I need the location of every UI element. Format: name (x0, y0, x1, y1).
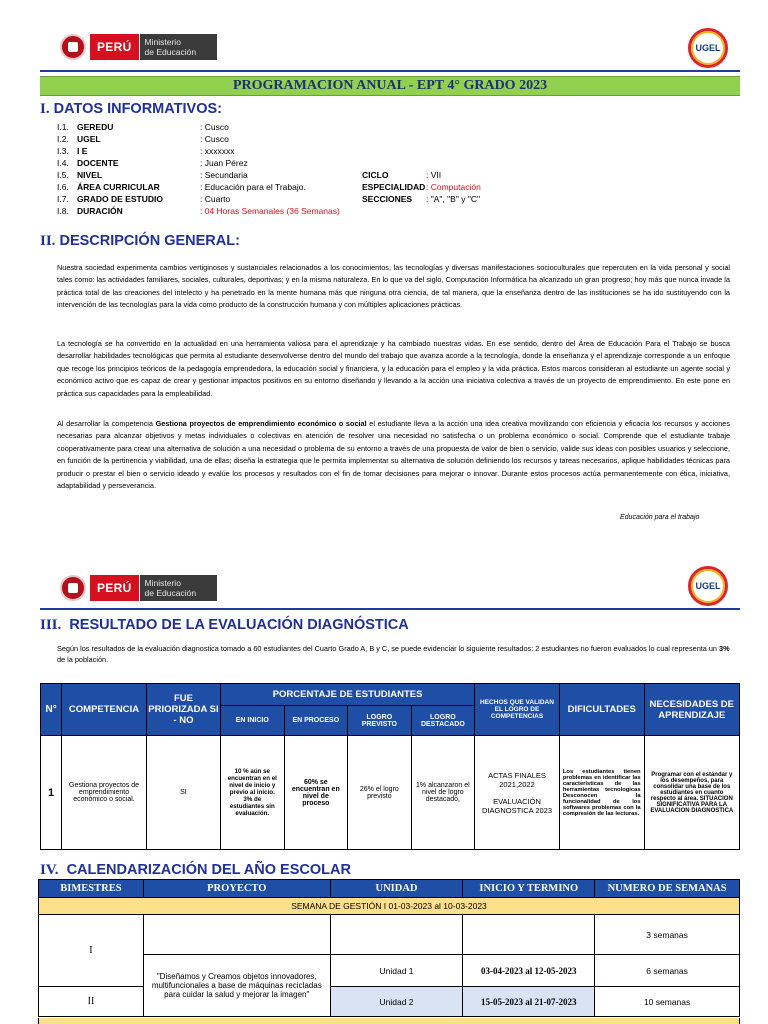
col-inicio-termino: INICIO Y TERMINO (463, 880, 595, 898)
ministry-label: Ministerio de Educación (139, 34, 217, 60)
section1-heading: I. DATOS INFORMATIVOS: (40, 101, 222, 117)
col-hechos: HECHOS QUE VALIDAN EL LOGRO DE COMPETENCIAS (475, 684, 560, 736)
peru-seal-icon (60, 34, 86, 60)
minedu-logo (60, 32, 217, 62)
col-fue-priorizada: FUE PRIORIZADA SI - NO (146, 684, 220, 736)
col-logro-destacado: LOGRO DESTACADO (411, 706, 475, 736)
page-title: PROGRAMACION ANUAL - EPT 4° GRADO 2023 (40, 76, 740, 96)
section2-heading: II. DESCRIPCIÓN GENERAL: (40, 233, 240, 249)
peru-label: PERÚ (90, 34, 139, 60)
next-gestion-strip (38, 1018, 740, 1024)
info-block: I.1. GEREDU : Cusco I.2. UGEL : Cusco I.3. I E : xxxxxxx I.4. DOCENTE : Juan Pérez I.5. NIVEL : Secundaria I.6. ÁREA CURRICULAR : Educación para el Trabajo. I.7. GRADO DE ESTUDIO : Cuarto I.8. DURACIÓN : 04 Horas Semanales (36 Semanas) CICLO : VII ESPECIALIDAD : Computación SECCIONES : "A", "B" y "C" (57, 122, 481, 216)
col-dificultades: DIFICULTADES (559, 684, 644, 736)
section-footer: Educación para el trabajo (620, 514, 700, 521)
ministry-label: Ministerio de Educación (139, 575, 217, 601)
table-row: II Unidad 2 15-05-2023 al 21-07-2023 10 semanas (39, 987, 740, 1017)
col-necesidades: NECESIDADES DE APRENDIZAJE (644, 684, 739, 736)
ugel-logo-icon: UGEL (688, 566, 728, 606)
calendar-table (38, 879, 740, 1017)
description-paragraph-3: Al desarrollar la competencia Gestiona proyectos de emprendimiento económico o social el estudiante lleva a la acción una idea creativa movilizando con eficiencia y eficacia los recursos y acciones necesarias para alcanzar objetivos y metas individuales o colectivas en atención de resolver una necesidad no satisfecha o un problema económico o social. Comprende que el estudiante trabaje cooperativamente para crear una alternativa de solución a una necesidad o problema de su entorno a través de una propuesta de valor de bien o servicio, valide sus ideas con posibles usuarios y seleccione, en función de la pertinencia y viabilidad, una de ellas; diseña la estrategia que le permita implementar su alternativa de solución definiendo los recursos y tareas necesarios, aplique habilidades técnicas para producir o prestar el bien o servicio ideado y evalúe los procesos y resultados con el fin de tomar decisiones para mejorar o innovar. Durante estos procesos actúa permanentemente con ética, iniciativa, adaptabilidad y perseverancia. (57, 419, 731, 491)
table-row: I 3 semanas (39, 915, 740, 955)
col-unidad: UNIDAD (330, 880, 463, 898)
table-row: 1 Gestiona proyectos de emprendimiento económico o social. SI 10 % aún se encuentran en el nivel de inicio y previo al inicio. 3% de estudiantes sin evaluación. 60% se encuentran en nivel de proceso 26% el logro previsto 1% alcanzaron el nivel de logro destacado, ACTAS FINALES 2021,2022 EVALUACIÓN DIAGNOSTICA 2023 Los estudiantes tienen problemas en identificar las características de las herramientas tecnologicas Desconocen la funcionalidad de los softwares problemas con la compresión de las lecturas. Programar con el estándar y los desempeños, para consolidar una base de los estudiantes en cuanto respecto al área. SITUACION SIGNIFICATIVA PARA LA EVALUACION DIAGNOSTICA (41, 736, 740, 850)
col-porcentaje: PORCENTAJE DE ESTUDIANTES (221, 684, 475, 706)
gestion-row: SEMANA DE GESTIÓN I 01-03-2023 al 10-03-2023 (39, 898, 740, 915)
header-divider (40, 70, 740, 72)
col-numero-semanas: NUMERO DE SEMANAS (595, 880, 740, 898)
section4-heading: IV. CALENDARIZACIÓN DEL AÑO ESCOLAR (40, 862, 351, 878)
col-bimestres: BIMESTRES (39, 880, 144, 898)
diagnostic-table (40, 683, 740, 850)
description-paragraph-2: La tecnología se ha convertido en la actualidad en una herramienta valiosa para el aprendizaje y ha cambiado nuestras vidas. En ese sentido, dentro del Área de Educación Para el Trabajo se busca desarrollar habilidades tecnológicas que permita al estudiante desenvolverse dentro del mundo del trabajo que avanza acorde a la tecnología, donde la enseñanza y el aprendizaje corresponde a un enfoque que recoge los principios teóricos de la pedagogía emprendedora, la educación social y financiera, y la educación para el empleo y la vida práctica. Estos marcos consideran al estudiante un agente social y económico activo que es capaz de crear y gestionar impactos positivos en su entorno diseñando y llevando a la acción una iniciativa colectiva a través de un proyecto de emprendimiento. En este pone en práctica sus capacidades para la empleabilidad. (57, 339, 730, 398)
section3-intro: Según los resultados de la evaluación diagnostica tomado a 60 estudiantes del Cuarto Grado A, B y C, se puede evidenciar lo siguiente resultados: 2 estudiantes no fueron evaluados lo cual representa un 3% de la población. (57, 644, 730, 664)
section3-heading: III. RESULTADO DE LA EVALUACIÓN DIAGNÓSTICA (40, 617, 409, 633)
col-proyecto: PROYECTO (143, 880, 330, 898)
col-n: N° (41, 684, 62, 736)
table-row: "Diseñamos y Creamos objetos innovadores, multifuncionales a base de máquinas recicladas para cuidar la salud y mejorar la imagen" Unidad 1 03-04-2023 al 12-05-2023 6 semanas (39, 955, 740, 987)
col-en-inicio: EN INICIO (221, 706, 285, 736)
col-en-proceso: EN PROCESO (284, 706, 348, 736)
minedu-logo-2 (60, 573, 217, 603)
col-competencia: COMPETENCIA (62, 684, 147, 736)
description-paragraph-1: Nuestra sociedad experimenta cambios vertiginosos y sustanciales relacionados a los conocimientos, las tecnologías y diversas manifestaciones socioculturales que repercuten en la vida personal y social tales como: las actividades familiares, sociales, culturales, deportivas; y en la misma naturaleza. En lo que va del siglo, Computación Informática ha alcanzado un gran progreso; hoy más que nunca invade la práctica total de las creaciones del intelecto y ha penetrado en la mente humana más que ninguna otra ciencia, de tal manera, que la enseñanza dentro de las instituciones se ha ido sustituyendo con la intervención de las tecnologías para la vida como producto de la construcción humana y con múltiples aplicaciones prácticas. (57, 263, 730, 310)
header-divider-2 (40, 608, 740, 610)
peru-label: PERÚ (90, 575, 139, 601)
peru-seal-icon (60, 575, 86, 601)
col-logro-previsto: LOGRO PREVISTO (348, 706, 412, 736)
ugel-logo-icon: UGEL (688, 28, 728, 68)
